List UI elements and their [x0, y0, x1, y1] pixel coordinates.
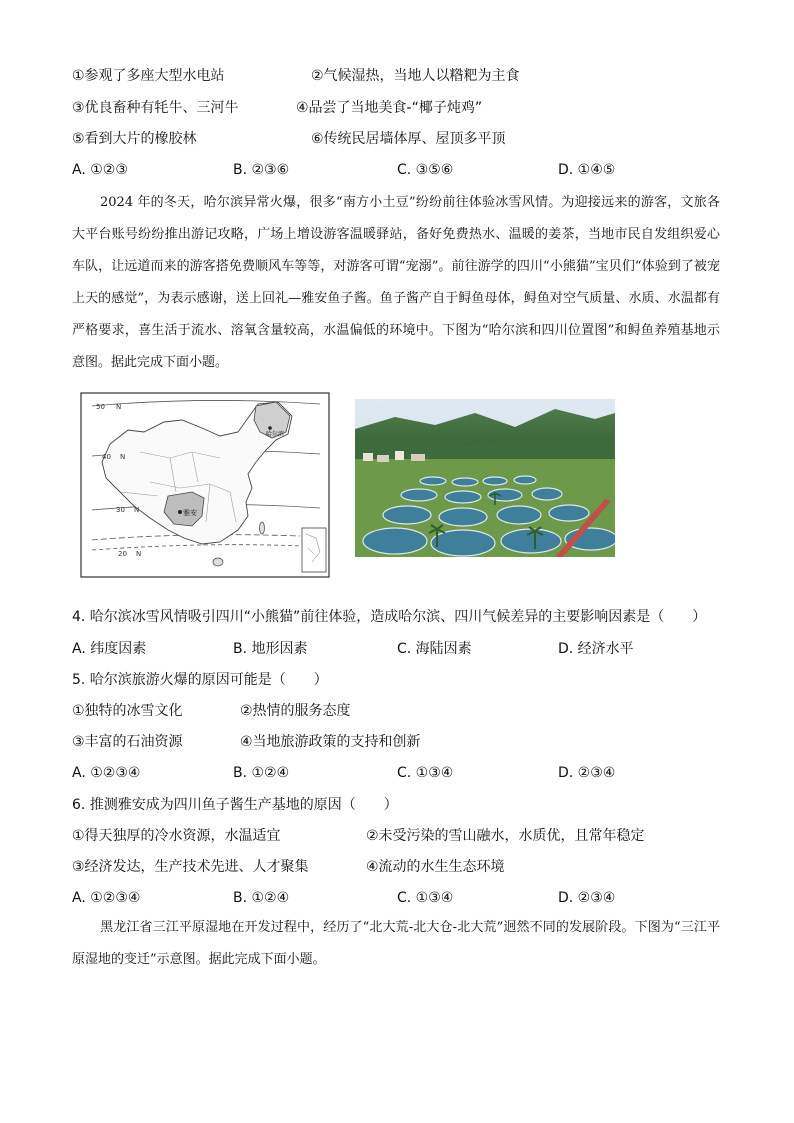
q4-choice-d[interactable]: D. 经济水平	[558, 641, 634, 657]
q5-item-3: ③丰富的石油资源	[72, 734, 183, 750]
lat-label-50-n: N	[116, 403, 122, 411]
q4-choice-a[interactable]: A. 纬度因素	[72, 641, 147, 657]
building	[377, 455, 389, 462]
q5-choice-c[interactable]: C. ①③④	[397, 765, 454, 781]
statement-5: ⑤看到大片的橡胶林	[72, 131, 197, 147]
q5-choice-a[interactable]: A. ①②③④	[72, 765, 141, 781]
passage-sanjiang: 黑龙江省三江平原湿地在开发过程中，经历了“北大荒-北大仓-北大荒”迥然不同的发展阶段。下图为“三江平原湿地的变迁”示意图。据此完成下面小题。	[72, 920, 720, 967]
choice-c[interactable]: C. ③⑤⑥	[397, 162, 454, 178]
q5-choice-d[interactable]: D. ②③④	[558, 765, 616, 781]
q6-item-3: ③经济发达，生产技术先进、人才聚集	[72, 859, 309, 875]
q4-stem: 4. 哈尔滨冰雪风情吸引四川“小熊猫”前往体验，造成哈尔滨、四川气候差异的主要影响因素是（ ）	[72, 609, 707, 625]
harbin-dot	[268, 426, 272, 430]
q6-stem: 6. 推测雅安成为四川鱼子酱生产基地的原因（ ）	[72, 797, 398, 813]
building	[363, 453, 373, 461]
q6-item-4: ④流动的水生生态环境	[366, 859, 505, 875]
lat-label-30: 30	[116, 506, 125, 514]
q6-choice-a[interactable]: A. ①②③④	[72, 890, 141, 906]
statement-3: ③优良畜种有牦牛、三河牛	[72, 100, 239, 116]
taiwan-island	[260, 522, 265, 534]
lat-label-50: 50	[96, 403, 105, 411]
lat-label-40: 40	[102, 453, 111, 461]
q6-choice-d[interactable]: D. ②③④	[558, 890, 616, 906]
q5-choice-b[interactable]: B. ①②④	[233, 765, 290, 781]
q6-item-1: ①得天独厚的冷水资源，水温适宜	[72, 828, 281, 844]
south-sea-inset	[302, 528, 326, 572]
statement-4: ④品尝了当地美食-“椰子炖鸡”	[296, 100, 483, 116]
choice-d[interactable]: D. ①④⑤	[558, 162, 616, 178]
yaan-dot	[178, 510, 182, 514]
q6-item-2: ②未受污染的雪山融水，水质优，且常年稳定	[366, 828, 645, 844]
lat-label-20: 20	[118, 550, 127, 558]
harbin-label: 哈尔滨	[266, 431, 285, 438]
lat-label-40-n: N	[120, 453, 126, 461]
q4-choice-c[interactable]: C. 海陆因素	[397, 641, 472, 657]
choice-a[interactable]: A. ①②③	[72, 162, 128, 178]
q6-choice-c[interactable]: C. ①③④	[397, 890, 454, 906]
statement-1: ①参观了多座大型水电站	[72, 68, 225, 84]
hainan-island	[213, 558, 223, 566]
q5-item-4: ④当地旅游政策的支持和创新	[240, 734, 421, 750]
q5-item-2: ②热情的服务态度	[240, 703, 351, 719]
location-map	[80, 392, 330, 578]
building	[395, 451, 404, 460]
building	[411, 454, 425, 461]
q6-choice-b[interactable]: B. ①②④	[233, 890, 290, 906]
choice-b[interactable]: B. ②③⑥	[233, 162, 290, 178]
q5-stem: 5. 哈尔滨旅游火爆的原因可能是（ ）	[72, 672, 328, 688]
q4-choice-b[interactable]: B. 地形因素	[233, 641, 308, 657]
passage-harbin: 2024 年的冬天，哈尔滨异常火爆，很多“南方小土豆”纷纷前往体验冰雪风情。为迎接远来的游客，文旅各大平台账号纷纷推出游记攻略，广场上增设游客温暖驿站，备好免费热水、温暖的姜茶，当地市民自发组织爱心车队，让远道而来的游客搭免费顺风车等等，对游客可谓“宠溺”。前往游学的四川“小熊猫”宝贝们“体验到了被宠上天的感觉”，为表示感谢，送上回礼—雅安鱼子酱。鱼子酱产自于鲟鱼母体，鲟鱼对空气质量、水质、水温都有严格要求，喜生活于流水、溶氧含量较高，水温偏低的环境中。下图为“哈尔滨和四川位置图”和鲟鱼养殖基地示意图。据此完成下面小题。	[72, 195, 720, 370]
statement-2: ②气候湿热，当地人以糌粑为主食	[311, 68, 520, 84]
statement-6: ⑥传统民居墙体厚、屋顶多平顶	[311, 131, 506, 147]
sturgeon-farm-photo	[355, 399, 615, 557]
q5-item-1: ①独特的冰雪文化	[72, 703, 183, 719]
yaan-label: 雅安	[183, 509, 197, 517]
lat-label-20-n: N	[136, 550, 142, 558]
lat-label-30-n: N	[134, 506, 140, 514]
